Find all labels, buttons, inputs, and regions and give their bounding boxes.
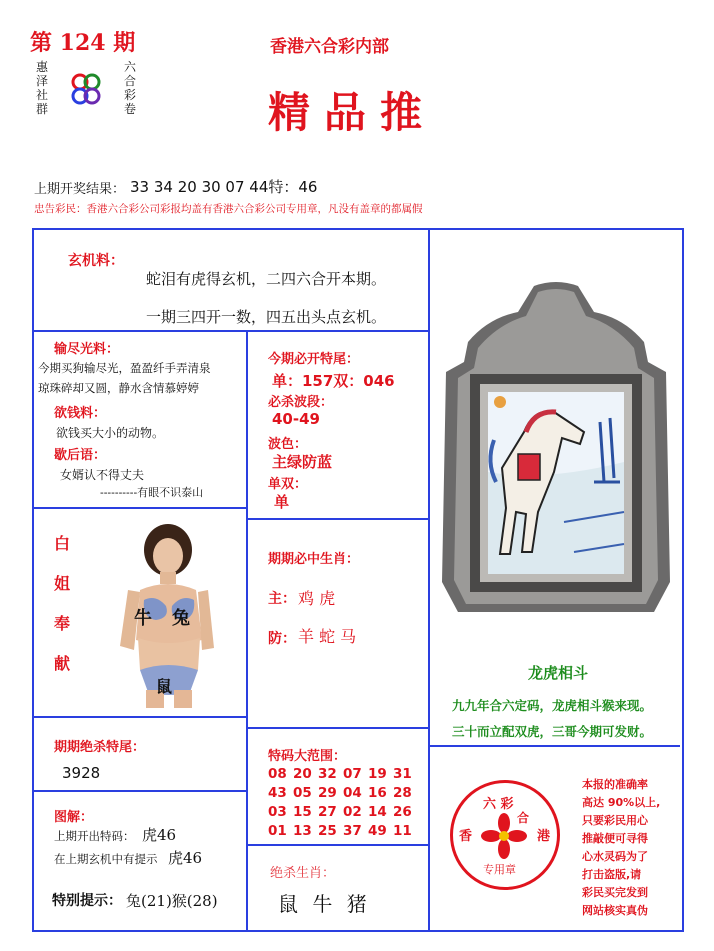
kill-tema-label: 期期绝杀特尾：	[54, 740, 146, 755]
tema-range-cell: 19	[368, 766, 387, 782]
club-name-left	[36, 60, 50, 116]
tema-range-cell: 02	[343, 804, 362, 820]
tema-range-cell: 32	[318, 766, 337, 782]
tema-range-cell: 26	[393, 804, 412, 820]
tema-range-row	[268, 784, 418, 803]
club-char: 惠	[36, 60, 49, 74]
oddeven-value: 单	[274, 493, 290, 511]
xuanji-line1: 蛇泪有虎得玄机，二四六合开本期。	[146, 270, 387, 288]
shujin-line1: 今期买狗输尽光，盈盈纤手弄清泉	[38, 361, 211, 375]
tema-range-cell: 01	[268, 823, 287, 839]
official-stamp	[450, 780, 560, 890]
zodiac-backup-label: 防：	[268, 631, 296, 647]
kill-tema-value: 3928	[62, 764, 101, 782]
tema-range-cell: 25	[318, 823, 337, 839]
tema-range-cell: 49	[368, 823, 387, 839]
beauty-overlay-ox: 牛	[134, 608, 152, 629]
club-logo-icon	[68, 72, 104, 108]
beauty-vertical-text	[54, 524, 74, 684]
tema-range-cell: 16	[368, 785, 387, 801]
stamp-top-text: 六 彩	[483, 797, 514, 812]
tema-range-cell: 27	[318, 804, 337, 820]
accuracy-line: 本报的准确率	[582, 778, 648, 791]
stamp-left-text: 香	[459, 829, 473, 844]
paper-title: 精品推	[268, 88, 437, 137]
column-divider	[246, 332, 248, 930]
kill-zodiac-label: 绝杀生肖：	[270, 866, 336, 881]
row-divider	[248, 518, 430, 520]
beauty-overlay-rabbit: 兔	[172, 608, 190, 629]
tema-range-cell: 29	[318, 785, 337, 801]
accuracy-line: 只要彩民用心	[582, 814, 648, 827]
tema-tail-value: 单：157双：046	[272, 372, 395, 390]
club-char: 合	[124, 74, 137, 88]
zodiac-main-label: 主：	[268, 591, 296, 607]
explain-line2-value: 虎46	[168, 849, 203, 867]
shujin-line2: 琼珠碎却又圆，静水含情慕婷婷	[38, 381, 199, 395]
accuracy-line: 打击盗版,请	[582, 868, 642, 881]
flower-emblem-icon	[481, 813, 527, 859]
tema-range-cell: 08	[268, 766, 287, 782]
beauty-char: 奉	[54, 614, 71, 633]
poem-line2: 三十而立配双虎，三哥今期可发财。	[452, 724, 653, 739]
row-divider	[430, 745, 680, 747]
color-value: 主绿防蓝	[272, 453, 333, 471]
shujin-label: 输尽光料：	[54, 342, 120, 357]
tema-range-cell: 43	[268, 785, 287, 801]
tema-range-cell: 37	[343, 823, 362, 839]
tema-range-cell: 03	[268, 804, 287, 820]
yuqian-label: 欲钱料：	[54, 406, 107, 421]
tema-range-cell: 20	[293, 766, 312, 782]
tema-tail-label: 今期必开特尾：	[268, 352, 360, 367]
row-divider	[32, 790, 248, 792]
stamp-bottom-text: 专用章	[483, 863, 516, 876]
row-divider	[32, 507, 248, 509]
club-char: 彩	[124, 88, 137, 102]
tema-range-grid	[268, 765, 418, 841]
tema-range-cell: 14	[368, 804, 387, 820]
explain-line1-value: 虎46	[142, 826, 177, 844]
issue-number: 第 124 期	[30, 30, 136, 56]
club-char: 群	[36, 102, 49, 116]
explain-label: 图解：	[54, 810, 94, 825]
color-label: 波色：	[268, 437, 308, 452]
club-name-right	[124, 60, 138, 116]
oddeven-label: 单双：	[268, 477, 308, 492]
poem-title: 龙虎相斗	[528, 664, 589, 682]
explain-line2-label: 在上期玄机中有提示	[54, 852, 158, 866]
tema-range-row	[268, 803, 418, 822]
club-char: 卷	[124, 102, 137, 116]
tema-range-cell: 15	[293, 804, 312, 820]
beauty-overlay-rat: 鼠	[156, 677, 173, 696]
mirror-painting-image	[434, 282, 678, 616]
club-char: 六	[124, 60, 137, 74]
beauty-char: 献	[54, 654, 71, 673]
row-divider	[248, 727, 430, 729]
yuqian-text: 欲钱买大小的动物。	[56, 426, 165, 440]
accuracy-line: 网站核实真伪	[582, 904, 648, 917]
tema-range-cell: 05	[293, 785, 312, 801]
tema-range-label: 特码大范围：	[268, 749, 347, 764]
last-result-label: 上期开奖结果：	[34, 182, 126, 197]
xiehouyu-line1: 女婿认不得丈夫	[60, 468, 145, 482]
tema-range-row	[268, 765, 418, 784]
zodiac-main-value: 鸡 虎	[298, 589, 336, 608]
row-divider	[32, 716, 248, 718]
beauty-char: 姐	[54, 574, 71, 593]
xiehouyu-label: 歇后语：	[54, 448, 107, 463]
accuracy-note	[582, 776, 678, 920]
xuanji-line2: 一期三四开一数，四五出头点玄机。	[146, 308, 387, 326]
zodiac-label: 期期必中生肖：	[268, 552, 360, 567]
tema-range-cell: 31	[393, 766, 412, 782]
tema-range-cell: 13	[293, 823, 312, 839]
wave-label: 必杀波段：	[268, 395, 334, 410]
accuracy-line: 高达 90%以上,	[582, 796, 661, 809]
tema-range-cell: 28	[393, 785, 412, 801]
wave-value: 40-49	[272, 410, 320, 428]
xiehouyu-line2: ----------有眼不识泰山	[100, 486, 204, 499]
zodiac-backup-value: 羊 蛇 马	[298, 627, 357, 646]
beauty-char: 白	[54, 534, 71, 553]
paper-subtitle: 香港六合彩内部	[270, 37, 389, 57]
stamp-right-text: 港	[537, 829, 551, 844]
stamp-middle-text: 合	[517, 811, 530, 825]
row-divider	[248, 844, 430, 846]
special-tip-label: 特别提示：	[52, 893, 122, 909]
column-divider	[428, 228, 430, 930]
tema-range-cell: 04	[343, 785, 362, 801]
tema-range-cell: 11	[393, 823, 412, 839]
last-result-numbers: 33 34 20 30 07 44特：46	[130, 178, 318, 196]
notice-text: 忠告彩民：香港六合彩公司彩报均盖有香港六合彩公司专用章，凡没有盖章的都属假	[34, 203, 423, 215]
club-char: 泽	[36, 74, 49, 88]
kill-zodiac-value: 鼠 牛 猪	[278, 892, 371, 916]
row-divider	[32, 330, 430, 332]
explain-line1-label: 上期开出特码：	[54, 829, 135, 843]
tema-range-cell: 07	[343, 766, 362, 782]
special-tip-value: 兔(21)猴(28)	[126, 892, 218, 910]
accuracy-line: 心水灵码为了	[582, 850, 648, 863]
poem-line1: 九九年合六定码，龙虎相斗猴来现。	[452, 698, 653, 713]
accuracy-line: 彩民买完发到	[582, 886, 648, 899]
xuanji-label: 玄机料：	[68, 253, 124, 269]
accuracy-line: 推敲便可寻得	[582, 832, 648, 845]
club-char: 社	[36, 88, 49, 102]
tema-range-row	[268, 822, 418, 841]
